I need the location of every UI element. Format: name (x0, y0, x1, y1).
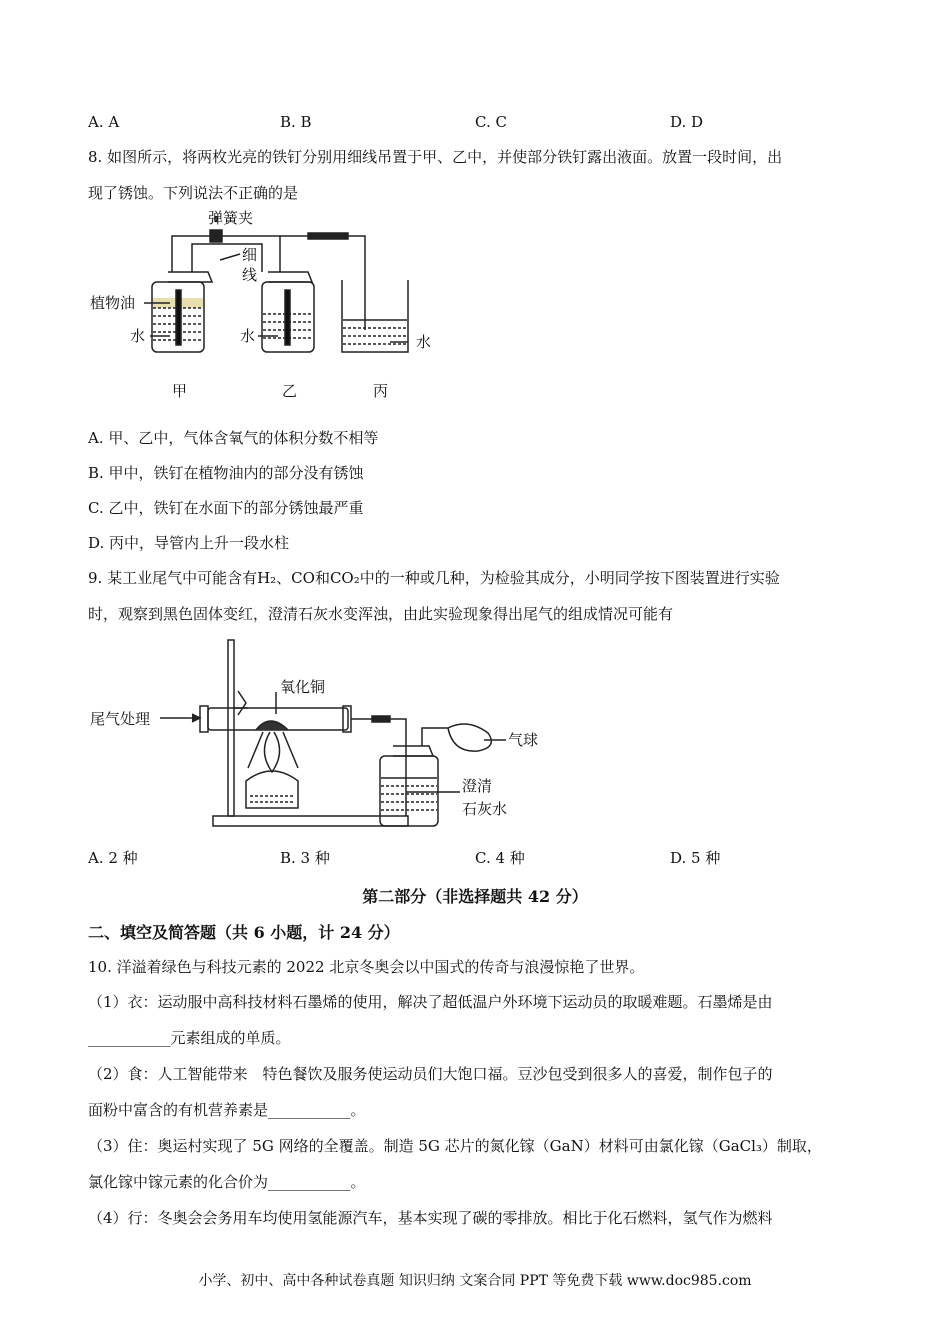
label-oil: 植物油 (90, 294, 136, 312)
label-exhaust: 尾气处理 (90, 710, 151, 728)
q9-option-c: C. 4 种 (475, 849, 525, 867)
q9-option-b: B. 3 种 (280, 849, 330, 867)
q9-option-a: A. 2 种 (88, 849, 138, 867)
q7-option-a: A. A (88, 113, 120, 131)
q10-p3-line2: 氯化镓中镓元素的化合价为___________。 (88, 1173, 366, 1191)
q10-p1-line2: ___________元素组成的单质。 (88, 1029, 291, 1047)
label-jia: 甲 (172, 382, 188, 400)
part2-title: 第二部分（非选择题共 42 分） (362, 887, 588, 906)
q8-option-a: A. 甲、乙中，气体含氧气的体积分数不相等 (88, 429, 379, 447)
label-yi: 乙 (282, 382, 298, 400)
q8-option-b: B. 甲中，铁钉在植物油内的部分没有锈蚀 (88, 464, 364, 482)
label-thread-1: 细 (242, 246, 258, 264)
q8-stem-line2: 现了锈蚀。下列说法不正确的是 (88, 184, 299, 202)
label-water-c: 水 (416, 333, 432, 351)
q8-stem-line1: 8. 如图所示，将两枚光亮的铁钉分别用细线吊置于甲、乙中，并使部分铁钉露出液面。放置一段时间，出 (88, 148, 783, 166)
q7-option-b: B. B (280, 113, 312, 131)
q8-figure (90, 210, 450, 405)
label-spring-clip: 弹簧夹 (208, 210, 254, 227)
label-balloon: 气球 (508, 731, 539, 749)
q9-stem-line2: 时，观察到黑色固体变红，澄清石灰水变浑浊，由此实验现象得出尾气的组成情况可能有 (88, 605, 674, 623)
label-water-a: 水 (130, 327, 146, 345)
label-thread-2: 线 (242, 266, 258, 284)
q9-stem-line1: 9. 某工业尾气中可能含有H₂、CO和CO₂中的一种或几种，为检验其成分，小明同学按下图装置进行实验 (88, 569, 780, 587)
q8-option-d: D. 丙中，导管内上升一段水柱 (88, 534, 290, 552)
q10-p1-line1: （1）衣：运动服中高科技材料石墨烯的使用，解决了超低温户外环境下运动员的取暖难题。石墨烯是由 (88, 993, 773, 1011)
q8-option-c: C. 乙中，铁钉在水面下的部分锈蚀最严重 (88, 499, 364, 517)
q9-option-d: D. 5 种 (670, 849, 721, 867)
page-footer: 小学、初中、高中各种试卷真题 知识归纳 文案合同 PPT 等免费下载 www.doc985.com (198, 1273, 752, 1289)
q10-p2-line1: （2）食：人工智能带来 特色餐饮及服务使运动员们大饱口福。豆沙包受到很多人的喜爱，制作包子的 (88, 1065, 773, 1083)
label-lime-1: 澄清 (462, 777, 493, 795)
label-water-b: 水 (240, 327, 256, 345)
q7-option-c: C. C (475, 113, 507, 131)
section2-title: 二、填空及简答题（共 6 小题，计 24 分） (88, 923, 400, 942)
label-cuo: 氧化铜 (280, 678, 326, 696)
q10-p2-line2: 面粉中富含的有机营养素是___________。 (88, 1101, 366, 1119)
label-lime-2: 石灰水 (462, 800, 508, 818)
q10-p4-line1: （4）行：冬奥会会务用车均使用氢能源汽车，基本实现了碳的零排放。相比于化石燃料，氢气作为燃料 (88, 1209, 773, 1227)
q7-option-d: D. D (670, 113, 704, 131)
q9-figure (88, 636, 548, 836)
q10-stem: 10. 洋溢着绿色与科技元素的 2022 北京冬奥会以中国式的传奇与浪漫惊艳了世界。 (88, 958, 645, 976)
label-bing: 丙 (373, 382, 389, 400)
q10-p3-line1: （3）住：奥运村实现了 5G 网络的全覆盖。制造 5G 芯片的氮化镓（GaN）材料可由氯化镓（GaCl₃）制取， (88, 1137, 822, 1155)
